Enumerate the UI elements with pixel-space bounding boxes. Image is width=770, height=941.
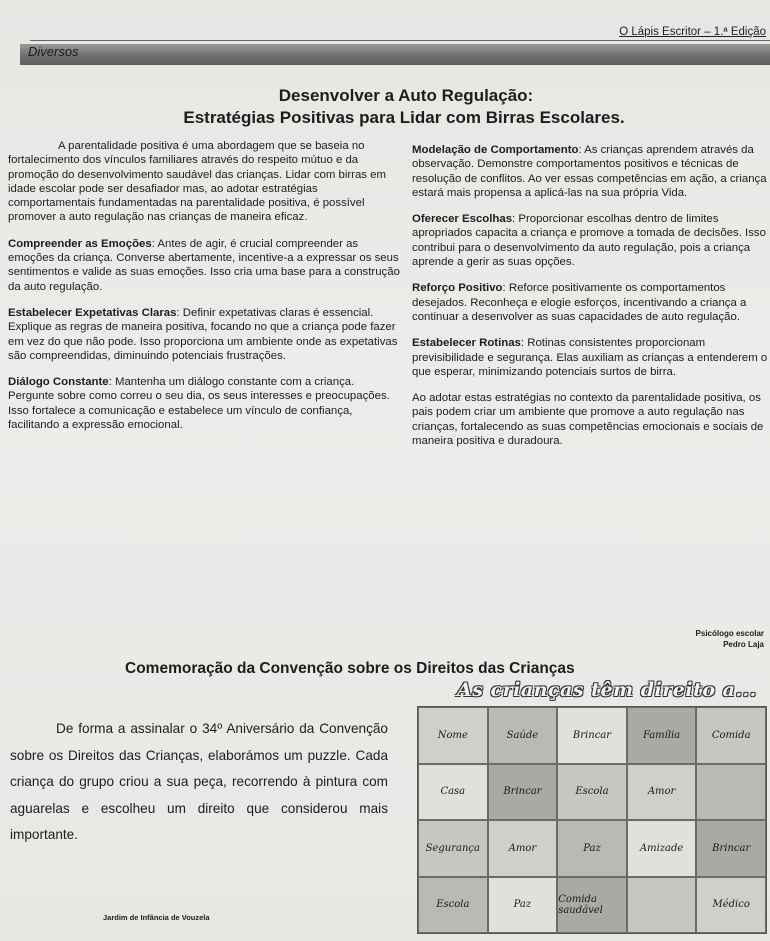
puzzle-piece <box>627 820 697 877</box>
puzzle-piece <box>418 877 488 934</box>
puzzle-piece-label: Amor <box>508 842 537 854</box>
article2-title: Comemoração da Convenção sobre os Direitos das Crianças <box>125 660 575 677</box>
puzzle-piece <box>557 707 627 764</box>
puzzle-piece <box>696 707 766 764</box>
section-label: Diversos <box>28 44 79 59</box>
section-bar <box>20 44 770 65</box>
puzzle-piece <box>488 820 558 877</box>
puzzle-piece <box>418 820 488 877</box>
author-name: Pedro Laja <box>723 640 764 649</box>
article-title-line1: Desenvolver a Auto Regulação: <box>278 86 534 105</box>
puzzle-piece-label: Comida saudável <box>558 893 603 916</box>
section-paragraph <box>412 281 770 324</box>
puzzle-piece-label: Família <box>642 729 681 741</box>
puzzle-piece-label: Paz <box>513 899 532 911</box>
school-credit: Jardim de Infância de Vouzela <box>103 913 210 922</box>
section-paragraph <box>8 237 401 294</box>
section-heading: Compreender as Emoções <box>8 237 152 250</box>
section-heading: Oferecer Escolhas <box>412 213 513 226</box>
puzzle-piece-label: Amizade <box>639 842 684 854</box>
article-right-column <box>412 143 770 460</box>
section-heading: Estabelecer Expetativas Claras <box>8 306 177 319</box>
puzzle-piece-label: Escola <box>436 899 470 911</box>
puzzle-piece-label: Amor <box>647 786 676 798</box>
section-paragraph <box>412 212 770 269</box>
author-role: Psicólogo escolar <box>695 629 764 638</box>
section-heading: Reforço Positivo <box>412 282 503 295</box>
puzzle-piece-label: Brincar <box>712 842 751 854</box>
article2-body <box>10 716 388 849</box>
puzzle-piece-label: Brincar <box>572 729 612 741</box>
publication-title: O Lápis Escritor – 1.ª Edição <box>619 26 766 38</box>
article-left-column <box>8 139 401 444</box>
puzzle-piece <box>627 764 697 821</box>
puzzle-piece-label: Casa <box>440 786 466 798</box>
section-text: : Rotinas consistentes proporcionam previsibilidade e segurança. Elas auxiliam as crianças a entenderem o que esperar, minimizando potenciais surtos de birra. <box>412 337 768 378</box>
puzzle-piece-label: Brincar <box>503 786 542 798</box>
section-heading: Estabelecer Rotinas <box>412 337 521 350</box>
puzzle-piece <box>557 764 627 821</box>
header-rule <box>30 40 770 41</box>
section-text: : Antes de agir, é crucial compreender as emoções da criança. Converse abertamente, incentive-a a expressar os seus sentimentos e valide as suas emoções. Isso cria uma base para a construção da auto regulação. <box>8 237 400 293</box>
puzzle-piece-label: Saúde <box>506 729 539 741</box>
section-text: : Mantenha um diálogo constante com a criança. Pergunte sobre como correu o seu dia, os seus interesses e preocupações. Isso fortalece a comunicação e estabelece um vínculo de confiança, facilitando a expressão emocional. <box>8 376 390 432</box>
section-paragraph <box>8 375 401 432</box>
section-text: : Definir expetativas claras é essencial. Explique as regras de maneira positiva, focando no que a criança pode fazer em vez do que não pode. Isso proporciona um ambiente onde as expetativas são compreendidas, diminuindo potenciais frustrações. <box>8 306 398 362</box>
puzzle-piece <box>557 820 627 877</box>
puzzle-piece <box>696 877 766 934</box>
puzzle-piece-label: Segurança <box>425 842 480 854</box>
section-text: : Reforce positivamente os comportamentos desejados. Reconheça e elogie esforços, incentivando a criança a continuar a desenvolver as suas capacidades de auto regulação. <box>412 282 747 323</box>
author-signature <box>696 628 764 650</box>
puzzle-title: As crianças têm direito a... <box>457 679 757 701</box>
section-text: : Proporcionar escolhas dentro de limites apropriados capacita a criança e promove a tomada de decisões. Isso contribui para o desenvolvimento da auto regulação, pois a criança aprende a gerir as suas opções. <box>412 213 766 269</box>
section-paragraph <box>8 306 401 363</box>
article-title-line2: Estratégias Positivas para Lidar com Birras Escolares. <box>183 108 625 127</box>
puzzle-piece <box>627 707 697 764</box>
puzzle-piece <box>557 877 627 934</box>
puzzle-piece <box>488 877 558 934</box>
puzzle-piece-label: Nome <box>437 729 468 741</box>
puzzle-piece <box>696 820 766 877</box>
puzzle-piece <box>696 764 766 821</box>
puzzle-piece-label: Escola <box>575 786 609 798</box>
article2-paragraph: De forma a assinalar o 34º Aniversário da Convenção sobre os Direitos das Crianças, elaborámos um puzzle. Cada criança do grupo criou a sua peça, recorrendo à pintura com aguarelas e escolheu um direito que considerou mais importante. <box>10 721 388 843</box>
puzzle-piece <box>488 707 558 764</box>
intro-paragraph: A parentalidade positiva é uma abordagem que se baseia no fortalecimento dos vínculos familiares através do respeito mútuo e da promoção do desenvolvimento saudável das crianças. Lidar com birras em idade escolar pode ser desafiador mas, ao adotar estratégias comportamentais fundamentadas na parentalidade positiva, é possível promover a auto regulação nas crianças de maneira eficaz. <box>8 140 386 224</box>
section-heading: Modelação de Comportamento <box>412 144 579 156</box>
section-paragraph <box>412 143 770 200</box>
puzzle-piece-label: Paz <box>583 842 601 854</box>
puzzle-piece-label: Comida <box>711 729 751 741</box>
puzzle-piece <box>418 707 488 764</box>
conclusion-paragraph: Ao adotar estas estratégias no contexto da parentalidade positiva, os pais podem criar um ambiente que promove a auto regulação nas crianças, fortalecendo as suas competências emocionais e sociais de maneira positiva e duradoura. <box>412 392 764 448</box>
section-text: : As crianças aprendem através da observação. Demonstre comportamentos positivos e técnicas de resolução de conflitos. Ao ver essas competências em ação, a criança estará mais propensa a aplicá-las na sua própria Vida. <box>412 144 767 199</box>
puzzle-piece-label: Médico <box>712 899 750 911</box>
puzzle-piece <box>627 877 697 934</box>
puzzle-piece <box>418 764 488 821</box>
section-paragraph <box>412 336 770 379</box>
section-heading: Diálogo Constante <box>8 376 109 389</box>
puzzle-photo <box>417 706 767 934</box>
puzzle-piece <box>488 764 558 821</box>
